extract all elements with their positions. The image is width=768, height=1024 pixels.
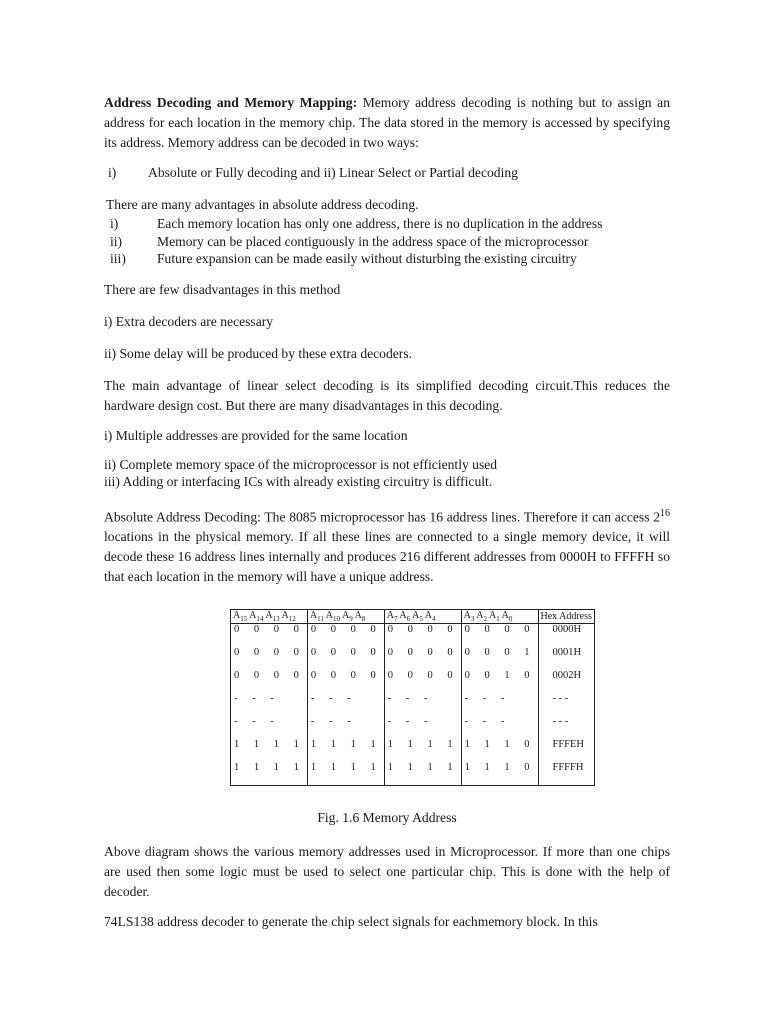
section-heading: Address Decoding and Memory Mapping: (104, 95, 358, 110)
exponent: 16 (660, 507, 670, 519)
intro-paragraph (104, 93, 670, 153)
bit-cell: 0 0 1 0 (461, 670, 538, 693)
advantages-intro: There are many advantages in absolute address decoding. (106, 197, 419, 212)
list-number: i) (110, 216, 119, 231)
bit-cell: 0 0 0 0 (384, 670, 461, 693)
absolute-text-cont: locations in the physical memory. If all these lines are connected to a single memory device, it will decode these 16 address lines internally and produces 216 different addresses from 0000H to FFFFH so that each location in the memory will have a unique address. (104, 529, 670, 585)
memory-address-table-wrap (230, 609, 592, 786)
column-header: Hex Address (538, 610, 594, 624)
bit-cell: 0 0 0 0 (384, 624, 461, 648)
bit-cell: 1 1 1 1 (307, 739, 384, 762)
disadvantage-item: ii) Some delay will be produced by these extra decoders. (104, 345, 413, 361)
list-number: i) (108, 165, 117, 180)
bit-cell: - - - (461, 693, 538, 716)
bit-cell: 0 0 0 0 (231, 670, 308, 693)
table-row (231, 670, 595, 693)
advantage-item (104, 215, 670, 233)
bit-cell: - - - (231, 716, 308, 739)
hex-address-cell: 0002H (538, 670, 594, 693)
bit-cell: 1 1 1 1 (384, 739, 461, 762)
bit-cell: - - - (231, 693, 308, 716)
bit-cell: - - - (307, 716, 384, 739)
advantage-item (104, 233, 670, 251)
list-number: ii) (110, 233, 123, 249)
bit-cell: 0 0 0 0 (307, 624, 384, 648)
bit-cell: - - - (384, 716, 461, 739)
absolute-decoding-paragraph (104, 504, 670, 588)
bit-cell: 0 0 0 1 (461, 647, 538, 670)
bit-cell: 0 0 0 0 (231, 624, 308, 648)
list-text: Each memory location has only one address, there is no duplication in the address (157, 216, 603, 231)
column-header: $A_{15}$ $A_{14}$ $A_{13}$ $A_{12}$ (231, 610, 308, 624)
bit-cell: 0 0 0 0 (461, 624, 538, 648)
absolute-text: Absolute Address Decoding: The 8085 microprocessor has 16 address lines. Therefore it can access 2 (104, 509, 660, 525)
bit-cell: 0 0 0 0 (384, 647, 461, 670)
intro-text: Memory address decoding is nothing but to assign an address for each location in the memory chip. The data stored in the memory is accessed by specifying its address. Memory address can be decoded in two ways: (104, 95, 670, 150)
hex-address-cell: 0001H (538, 647, 594, 670)
memory-address-table (230, 609, 595, 786)
table-header-row (231, 610, 595, 624)
table-row (231, 716, 595, 739)
bit-cell: 1 1 1 1 (231, 739, 308, 762)
bit-cell: 1 1 1 1 (307, 762, 384, 786)
list-text: Memory can be placed contiguously in the address space of the microprocessor (157, 233, 589, 249)
hex-address-cell: FFFEH (538, 739, 594, 762)
column-header: $A_3$ $A_2$ $A_1$ $A_0$ (461, 610, 538, 624)
decoding-ways (104, 163, 670, 183)
bit-cell: 1 1 1 0 (461, 739, 538, 762)
table-row (231, 739, 595, 762)
last-paragraph: 74LS138 address decoder to generate the chip select signals for eachmemory block. In this (104, 914, 598, 930)
bit-cell: 0 0 0 0 (307, 647, 384, 670)
document-page (104, 93, 670, 932)
bit-cell: - - - (384, 693, 461, 716)
bit-cell: - - - (307, 693, 384, 716)
linear-select-paragraph: The main advantage of linear select decoding is its simplified decoding circuit.This reduces the hardware design cost. But there are many disadvantages in this decoding. (104, 377, 670, 413)
hex-address-cell: - - - (538, 716, 594, 739)
bit-cell: 1 1 1 1 (384, 762, 461, 786)
figure-caption: Fig. 1.6 Memory Address (317, 810, 457, 826)
linear-disadvantage-item: iii) Adding or interfacing ICs with already existing circuitry is difficult. (104, 473, 493, 489)
linear-disadvantage-item: ii) Complete memory space of the microprocessor is not efficiently used (104, 456, 498, 472)
table-row (231, 693, 595, 716)
column-header: $A_7$ $A_6$ $A_5$ $A_4$ (384, 610, 461, 624)
table-row (231, 624, 595, 648)
list-text: Absolute or Fully decoding and ii) Linear Select or Partial decoding (148, 165, 518, 180)
column-header: $A_{11}$ $A_{10}$ $A_9$ $A_8$ (307, 610, 384, 624)
list-text: Future expansion can be made easily without disturbing the existing circuitry (157, 251, 577, 266)
table-row (231, 647, 595, 670)
advantage-item (104, 250, 670, 268)
bit-cell: 1 1 1 1 (231, 762, 308, 786)
decoder-paragraph: Above diagram shows the various memory addresses used in Microprocessor. If more than one chips are used then some logic must be used to select one particular chip. This is done with the help of decoder. (104, 844, 670, 900)
hex-address-cell: FFFFH (538, 762, 594, 786)
bit-cell: 0 0 0 0 (231, 647, 308, 670)
disadvantage-item: i) Extra decoders are necessary (104, 313, 274, 329)
bit-cell: 0 0 0 0 (307, 670, 384, 693)
hex-address-cell: - - - (538, 693, 594, 716)
hex-address-cell: 0000H (538, 624, 594, 648)
advantages-list (104, 215, 670, 268)
linear-disadvantage-item: i) Multiple addresses are provided for the same location (104, 427, 408, 443)
list-number: iii) (110, 251, 126, 266)
bit-cell: - - - (461, 716, 538, 739)
disadvantages-intro: There are few disadvantages in this method (104, 281, 341, 297)
bit-cell: 1 1 1 0 (461, 762, 538, 786)
table-row (231, 762, 595, 786)
